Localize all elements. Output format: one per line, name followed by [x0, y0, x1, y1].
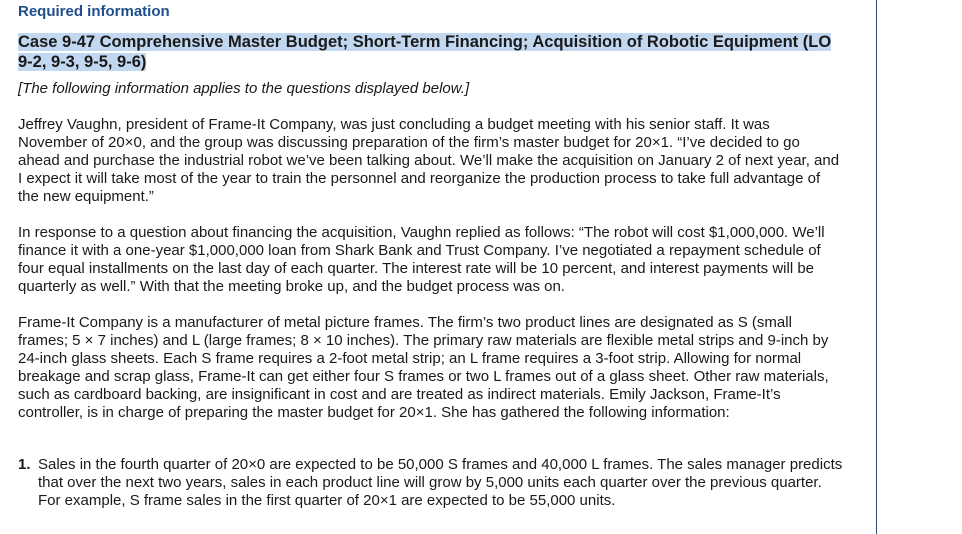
- information-list: [18, 456, 843, 510]
- case-title: [18, 32, 834, 72]
- paragraph-3: Frame-It Company is a manufacturer of metal picture frames. The firm’s two product lines are designated as S (small frames; 5 × 7 inches) and L (large frames; 8 × 10 inches). The primary raw materials are flexible metal strips and 9-inch by 24-inch glass sheets. Each S frame requires a 2-foot metal strip; an L frame requires a 3-foot strip. Allowing for normal breakage and scrap glass, Frame-It can get either four S frames or two L frames out of a glass sheet. Other raw materials, such as cardboard backing, are insignificant in cost and are treated as indirect materials. Emily Jackson, Frame-It’s controller, is in charge of preparing the master budget for 20×1. She has gathered the following information:: [18, 314, 829, 421]
- paragraph-1: Jeffrey Vaughn, president of Frame-It Company, was just concluding a budget meeting with his senior staff. It was November of 20×0, and the group was discussing preparation of the firm’s master budget for 20×1. “I’ve decided to go ahead and purchase the industrial robot we’ve been talking about. We’ll make the acquisition on January 2 of next year, and I expect it will take most of the year to train the personnel and reorganize the production process to take full advantage of the new equipment.”: [18, 116, 840, 205]
- case-title-text: Case 9-47 Comprehensive Master Budget; Short-Term Financing; Acquisition of Robotic Equipment (LO 9-2, 9-3, 9-5, 9-6): [18, 33, 832, 71]
- list-item: [18, 456, 843, 510]
- intro-note: [The following information applies to the questions displayed below.]: [18, 80, 470, 97]
- required-information-heading: Required information: [18, 3, 170, 20]
- paragraph-2: In response to a question about financing the acquisition, Vaughn replied as follows: “The robot will cost $1,000,000. We’ll finance it with a one-year $1,000,000 loan from Shark Bank and Trust Company. I’ve negotiated a repayment schedule of four equal installments on the last day of each quarter. The interest rate will be 10 percent, and interest payments will be quarterly as well.” With that the meeting broke up, and the budget process was on.: [18, 224, 825, 295]
- list-item-number: 1.: [18, 456, 31, 473]
- list-item-text: Sales in the fourth quarter of 20×0 are expected to be 50,000 S frames and 40,000 L frames. The sales manager predicts that over the next two years, sales in each product line will grow by 5,000 units each quarter over the previous quarter. For example, S frame sales in the first quarter of 20×1 are expected to be 55,000 units.: [38, 456, 843, 509]
- panel-divider: [876, 0, 877, 534]
- question-content: [18, 0, 843, 510]
